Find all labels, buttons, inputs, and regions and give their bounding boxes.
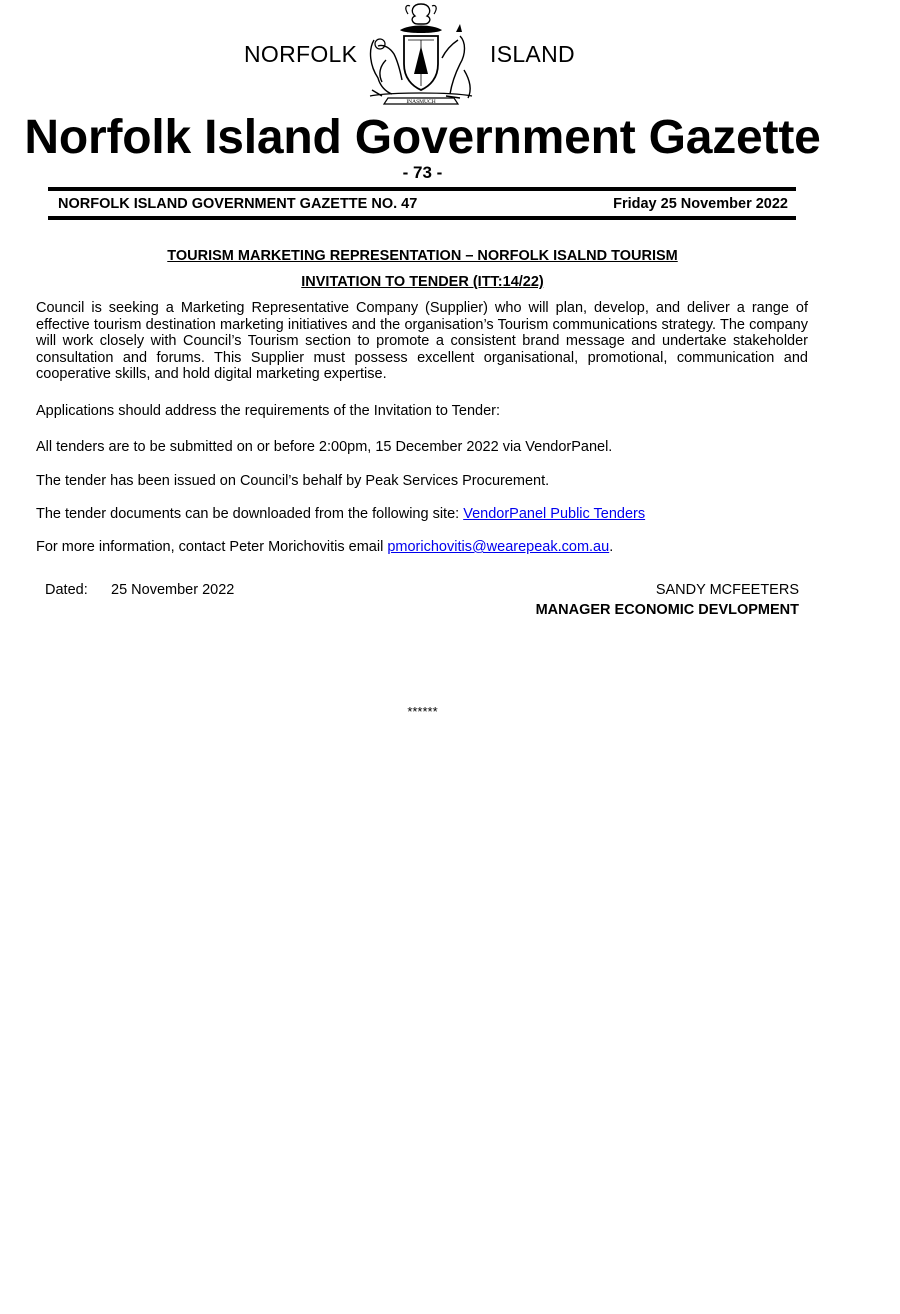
contact-email-link[interactable]: pmorichovitis@wearepeak.com.au <box>387 539 610 555</box>
vendorpanel-link[interactable]: VendorPanel Public Tenders <box>463 506 646 522</box>
signatory-title: MANAGER ECONOMIC DEVLOPMENT <box>535 602 799 618</box>
header-rule-bottom <box>48 216 796 220</box>
page-number: - 73 - <box>402 163 443 182</box>
contact-suffix: . <box>609 539 614 555</box>
contact-line <box>36 539 808 556</box>
gazette-title: Norfolk Island Government Gazette <box>24 111 821 164</box>
notice-heading: TOURISM MARKETING REPRESENTATION – NORFOLK ISALND TOURISM <box>167 248 678 264</box>
download-line <box>36 506 808 523</box>
header-rule-top <box>48 187 796 191</box>
notice-subheading: INVITATION TO TENDER (ITT:14/22) <box>301 274 544 290</box>
dated-label: Dated: <box>45 582 88 598</box>
applications-text: Applications should address the requirements of the Invitation to Tender: <box>36 403 501 419</box>
svg-text:INASMUCH: INASMUCH <box>406 99 436 105</box>
gazette-number: NORFOLK ISLAND GOVERNMENT GAZETTE NO. 47 <box>58 196 418 212</box>
masthead-left-word: NORFOLK <box>244 41 358 67</box>
end-marker: ****** <box>407 704 438 719</box>
signatory-name: SANDY MCFEETERS <box>655 582 799 598</box>
deadline-text: All tenders are to be submitted on or before 2:00pm, 15 December 2022 via VendorPanel. <box>36 439 613 455</box>
issued-by-text: The tender has been issued on Council’s behalf by Peak Services Procurement. <box>36 473 550 489</box>
masthead-right-word: ISLAND <box>490 41 575 67</box>
coat-of-arms-crest <box>360 0 482 110</box>
dated-value: 25 November 2022 <box>111 582 235 598</box>
download-prefix: The tender documents can be downloaded from the following site: <box>36 506 464 522</box>
gazette-date: Friday 25 November 2022 <box>613 196 788 212</box>
contact-prefix: For more information, contact Peter Morichovitis email <box>36 539 388 555</box>
notice-intro: Council is seeking a Marketing Representative Company (Supplier) who will plan, develop, and deliver a range of effective tourism destination marketing initiatives and the organisation’s Tourism communications strategy. The company will work closely with Council’s Tourism section to promote a consistent brand message and undertake stakeholder consultation and forums. This Supplier must possess excellent organisational, promotional, communication and cooperative skills, and hold digital marketing expertise. <box>36 300 808 382</box>
